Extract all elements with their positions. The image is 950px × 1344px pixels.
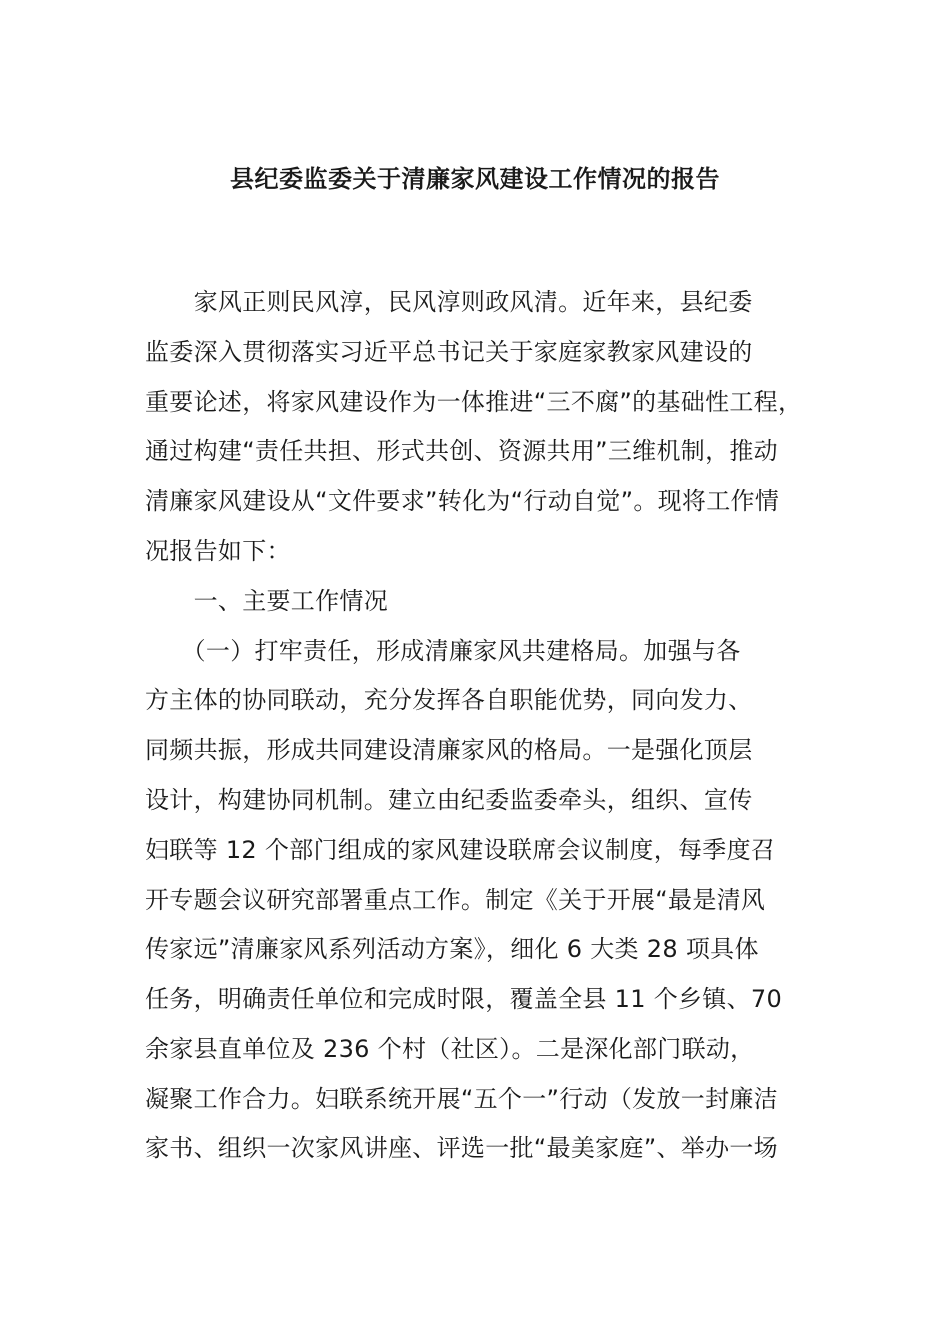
body-line: 凝聚工作合力。妇联系统开展“五个一”行动（发放一封廉洁 [145, 1085, 778, 1113]
body-line: 监委深入贯彻落实习近平总书记关于家庭家教家风建设的 [145, 338, 753, 366]
body-line: 任务，明确责任单位和完成时限，覆盖全县 11 个乡镇、70 [145, 985, 783, 1013]
body-line: 传家远”清廉家风系列活动方案》，细化 6 大类 28 项具体 [145, 935, 759, 963]
body-line: 同频共振，形成共同建设清廉家风的格局。一是强化顶层 [145, 736, 753, 764]
body-line: 余家县直单位及 236 个村（社区）。二是深化部门联动， [145, 1035, 755, 1063]
body-line: 方主体的协同联动，充分发挥各自职能优势，同向发力、 [145, 686, 753, 714]
body-line: 清廉家风建设从“文件要求”转化为“行动自觉”。现将工作情 [145, 487, 780, 515]
body-line: 家风正则民风淳，民风淳则政风清。近年来，县纪委 [145, 288, 753, 316]
document-title: 县纪委监委关于清廉家风建设工作情况的报告 [230, 165, 720, 193]
section-heading: 一、主要工作情况 [145, 587, 388, 615]
body-line: 通过构建“责任共担、形式共创、资源共用”三维机制，推动 [145, 437, 778, 465]
body-line: 开专题会议研究部署重点工作。制定《关于开展“最是清风 [145, 886, 766, 914]
body-line: 况报告如下： [145, 537, 291, 565]
body-line: 家书、组织一次家风讲座、评选一批“最美家庭”、举办一场 [145, 1134, 778, 1162]
body-line: 设计，构建协同机制。建立由纪委监委牵头，组织、宣传 [145, 786, 753, 814]
body-line: 重要论述，将家风建设作为一体推进“三不腐”的基础性工程， [145, 388, 803, 416]
body-line: 妇联等 12 个部门组成的家风建设联席会议制度，每季度召 [145, 836, 776, 864]
subsection-heading-line: （一）打牢责任，形成清廉家风共建格局。加强与各 [145, 637, 741, 665]
